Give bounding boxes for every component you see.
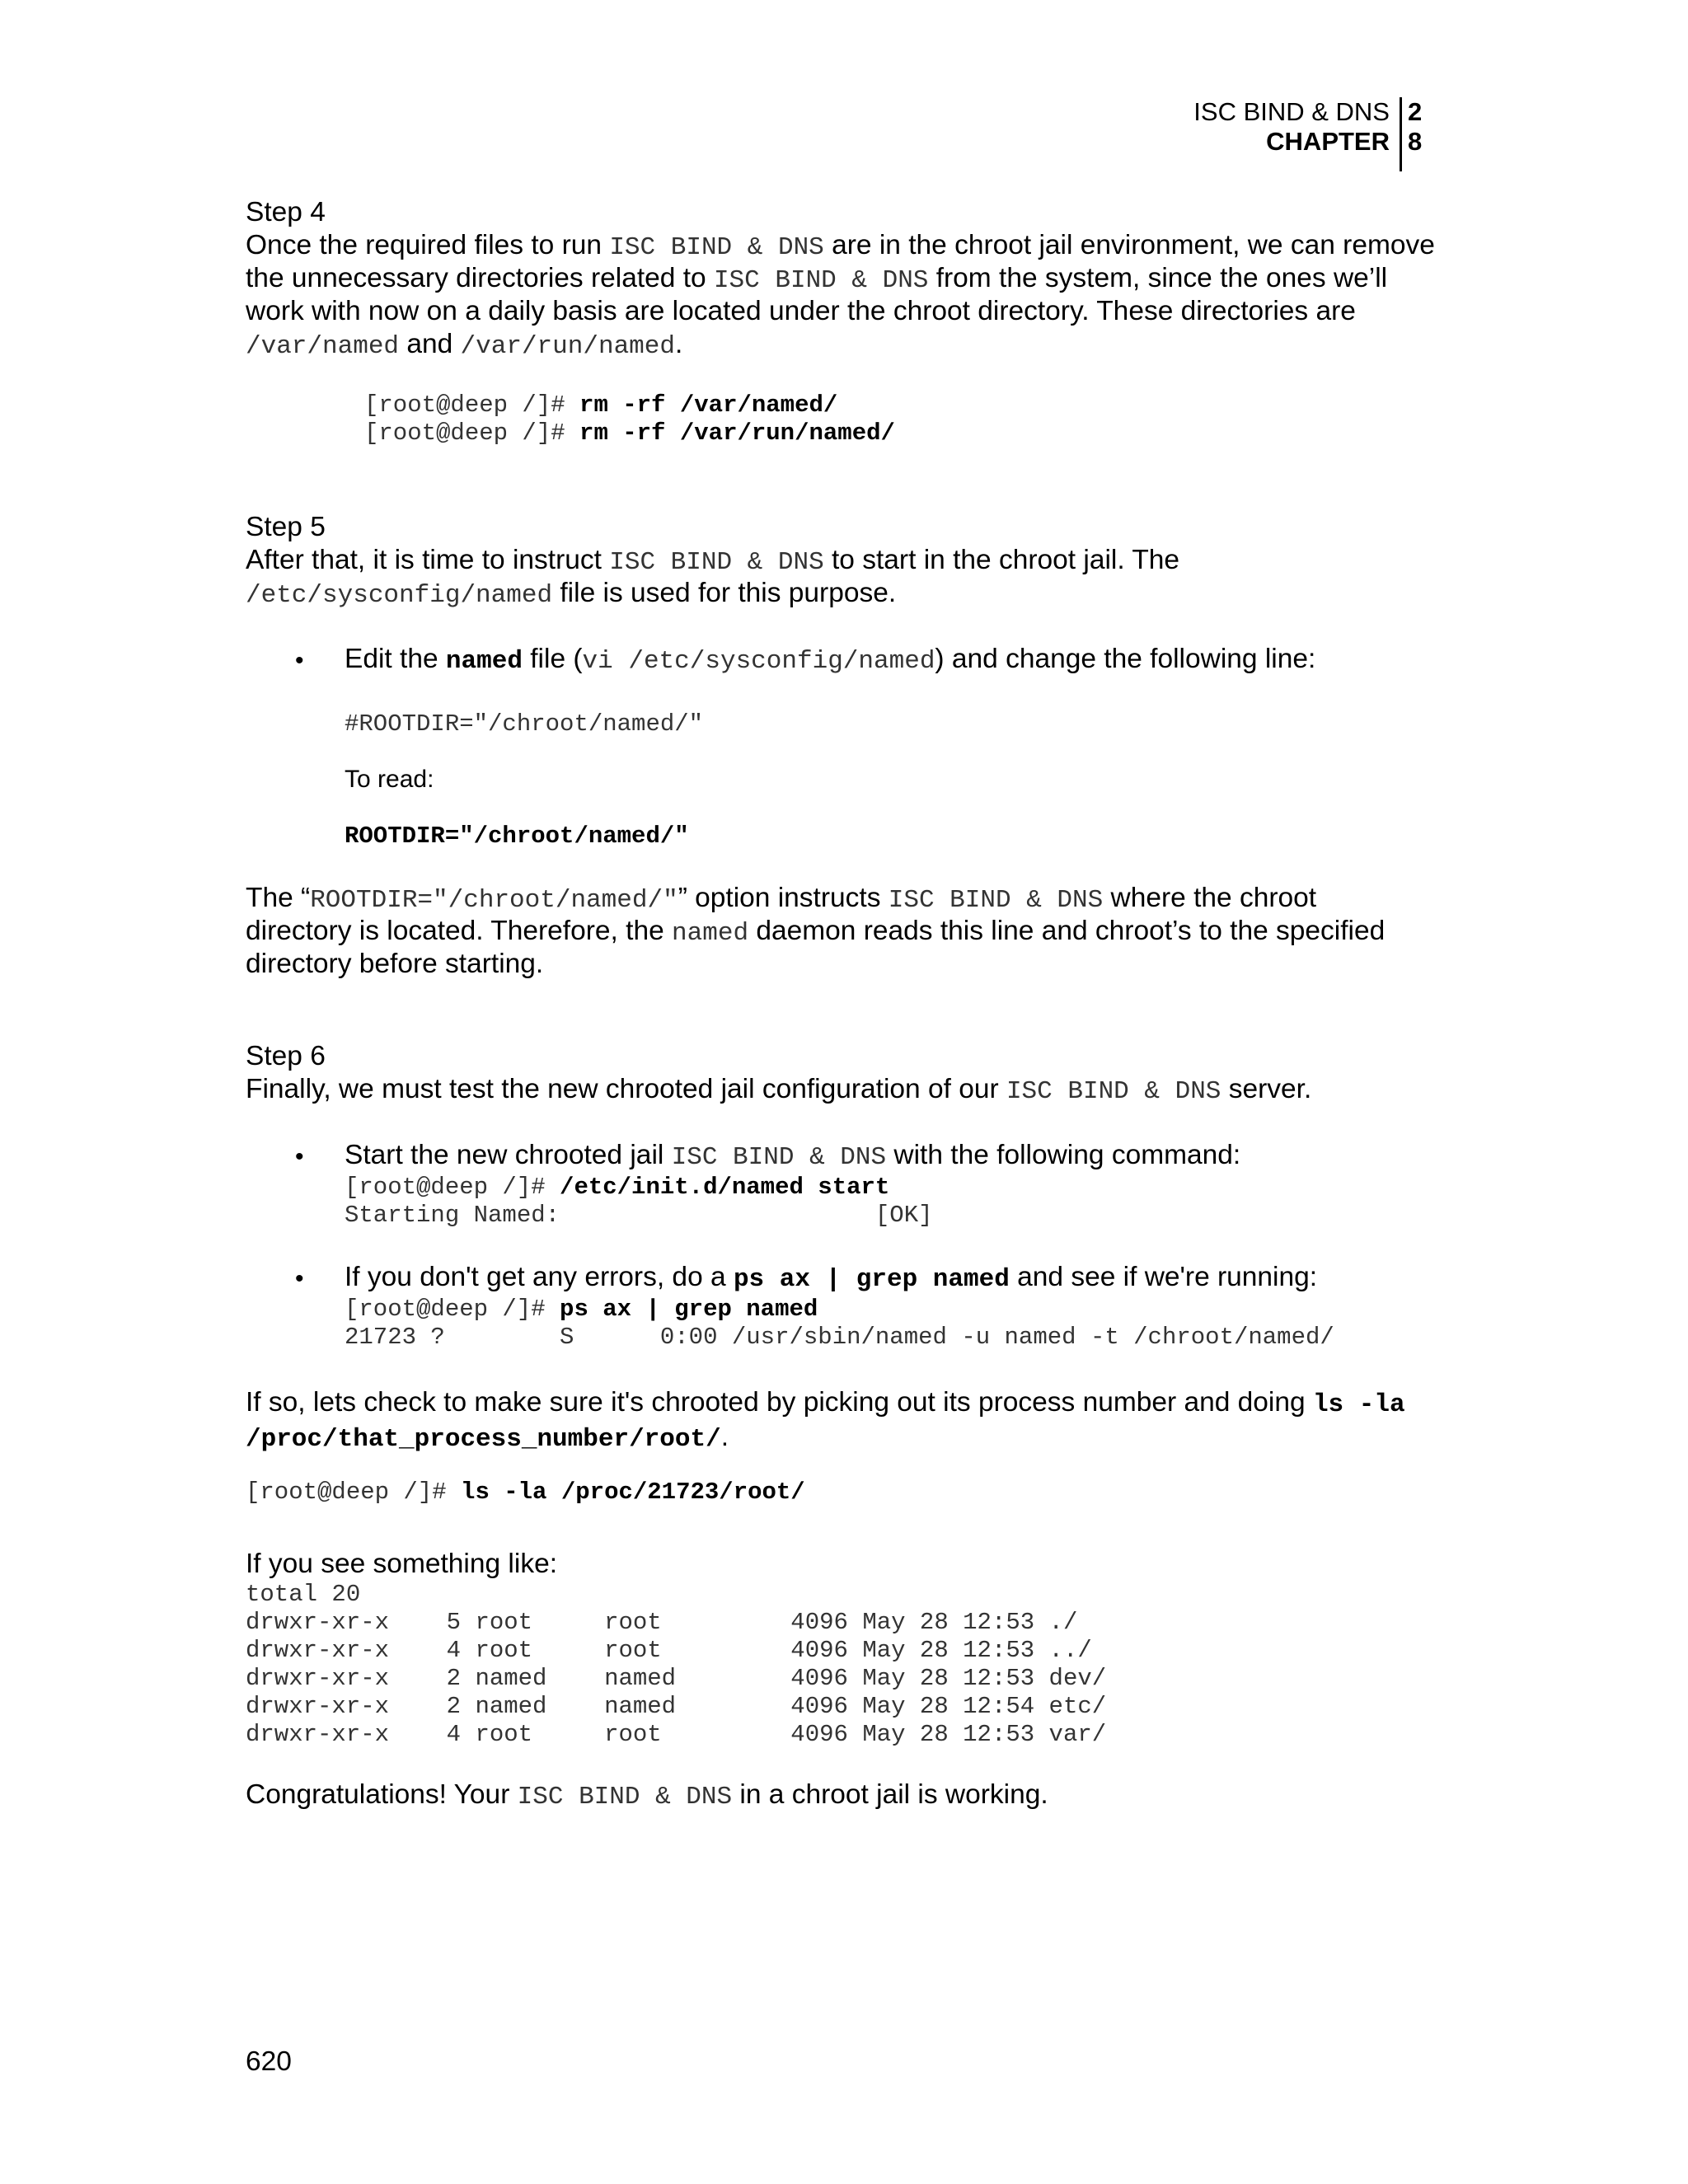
header-divider bbox=[1400, 97, 1402, 171]
bullet-icon: • bbox=[295, 1265, 304, 1292]
inline-named-bold: named bbox=[445, 647, 523, 676]
step5-explain-line2: directory is located. Therefore, the named daemon reads this line and chroot’s to the specified bbox=[246, 916, 1386, 948]
step6-bullet1: Start the new chrooted jail ISC BIND & DNS with the following command: bbox=[345, 1140, 1241, 1172]
listing-line: drwxr-xr-x 4 root root 4096 May 28 12:53 var/ bbox=[246, 1721, 1107, 1748]
step4-para-line1: Once the required files to run ISC BIND & DNS are in the chroot jail environment, we can remove bbox=[246, 230, 1435, 262]
orig-config-line: #ROOTDIR="/chroot/named/" bbox=[345, 710, 704, 738]
inline-proc-path: /proc/that_process_number/root/ bbox=[246, 1425, 721, 1454]
inline-product: ISC BIND & DNS bbox=[517, 1783, 733, 1811]
step4-command-1: [root@deep /]# rm -rf /var/named/ bbox=[364, 391, 838, 419]
step4-para-line4: /var/named and /var/run/named. bbox=[246, 329, 683, 361]
step5-bullet: Edit the named file (vi /etc/sysconfig/named) and change the following line: bbox=[345, 644, 1316, 676]
check-para-line1: If so, lets check to make sure it's chrooted by picking out its process number and doing ls -la bbox=[246, 1387, 1405, 1419]
listing-line: drwxr-xr-x 2 named named 4096 May 28 12:54 etc/ bbox=[246, 1693, 1107, 1720]
congrats-line: Congratulations! Your ISC BIND & DNS in a chroot jail is working. bbox=[246, 1779, 1048, 1811]
inline-ls-la: ls -la bbox=[1312, 1390, 1405, 1419]
step5-heading: Step 5 bbox=[246, 512, 326, 542]
step5-explain-line3: directory before starting. bbox=[246, 949, 544, 979]
inline-rootdir: ROOTDIR="/chroot/named/" bbox=[310, 886, 678, 915]
start-output: Starting Named: [OK] bbox=[345, 1202, 933, 1229]
step5-explain-line1: The “ROOTDIR="/chroot/named/"” option instructs ISC BIND & DNS where the chroot bbox=[246, 883, 1317, 915]
chapter-number bbox=[1408, 97, 1422, 157]
listing-line: total 20 bbox=[246, 1581, 361, 1608]
step5-para-line2: /etc/sysconfig/named file is used for this purpose. bbox=[246, 578, 897, 610]
bullet-icon: • bbox=[295, 1143, 304, 1170]
ls-command: [root@deep /]# ls -la /proc/21723/root/ bbox=[246, 1479, 805, 1506]
header-chapter: CHAPTER bbox=[1266, 127, 1390, 156]
inline-product: ISC BIND & DNS bbox=[713, 266, 929, 295]
page-number: 620 bbox=[246, 2046, 292, 2077]
header-title: ISC BIND & DNS bbox=[1193, 97, 1390, 126]
new-config-line: ROOTDIR="/chroot/named/" bbox=[345, 823, 689, 850]
see-something-line: If you see something like: bbox=[246, 1549, 558, 1579]
step5-para-line1: After that, it is time to instruct ISC BIND & DNS to start in the chroot jail. The bbox=[246, 545, 1180, 577]
chapter-number-1: 2 bbox=[1408, 97, 1423, 126]
listing-line: drwxr-xr-x 4 root root 4096 May 28 12:53 ../ bbox=[246, 1637, 1092, 1664]
inline-sysconfig: /etc/sysconfig/named bbox=[246, 581, 553, 610]
inline-var-named: /var/named bbox=[246, 332, 400, 361]
running-header bbox=[1193, 97, 1390, 157]
inline-product: ISC BIND & DNS bbox=[1006, 1077, 1221, 1106]
step6-para-line1: Finally, we must test the new chrooted jail configuration of our ISC BIND & DNS server. bbox=[246, 1074, 1312, 1106]
check-para-line2: /proc/that_process_number/root/. bbox=[246, 1422, 729, 1454]
bullet-icon: • bbox=[295, 647, 304, 674]
step4-para-line2: the unnecessary directories related to ISC BIND & DNS from the system, since the ones we’ll bbox=[246, 263, 1388, 295]
step6-heading: Step 6 bbox=[246, 1041, 326, 1071]
inline-product: ISC BIND & DNS bbox=[609, 548, 824, 577]
step4-command-2: [root@deep /]# rm -rf /var/run/named/ bbox=[364, 419, 895, 447]
step4-para-line3: work with now on a daily basis are located under the chroot directory. These directories are bbox=[246, 296, 1356, 326]
listing-line: drwxr-xr-x 2 named named 4096 May 28 12:53 dev/ bbox=[246, 1665, 1107, 1692]
listing-line: drwxr-xr-x 5 root root 4096 May 28 12:53 ./ bbox=[246, 1609, 1078, 1636]
ps-command: [root@deep /]# ps ax | grep named bbox=[345, 1296, 818, 1323]
inline-product: ISC BIND & DNS bbox=[888, 886, 1104, 915]
inline-ps-command: ps ax | grep named bbox=[733, 1265, 1010, 1294]
step4-heading: Step 4 bbox=[246, 197, 326, 227]
ps-output: 21723 ? S 0:00 /usr/sbin/named -u named -t /chroot/named/ bbox=[345, 1324, 1334, 1351]
inline-product: ISC BIND & DNS bbox=[609, 233, 824, 262]
inline-vi-command: vi /etc/sysconfig/named bbox=[582, 647, 935, 676]
chapter-number-2: 8 bbox=[1408, 127, 1423, 156]
to-read-label: To read: bbox=[345, 766, 434, 793]
inline-var-run-named: /var/run/named bbox=[460, 332, 675, 361]
step6-bullet2: If you don't get any errors, do a ps ax | grep named and see if we're running: bbox=[345, 1262, 1318, 1294]
inline-named: named bbox=[672, 919, 749, 948]
inline-product: ISC BIND & DNS bbox=[671, 1143, 887, 1172]
start-command: [root@deep /]# /etc/init.d/named start bbox=[345, 1174, 890, 1201]
